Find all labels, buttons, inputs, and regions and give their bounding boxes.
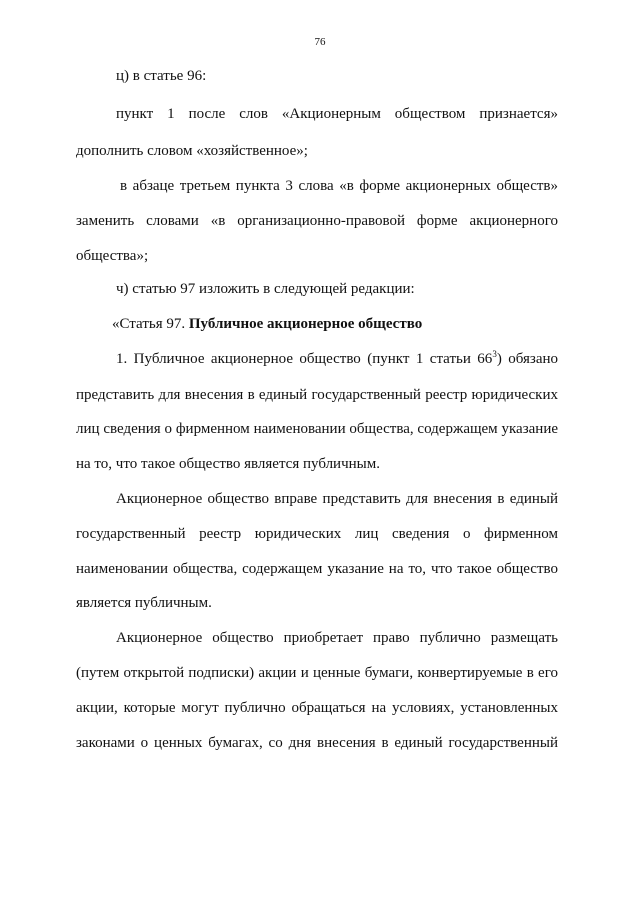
text-line: лиц сведения о фирменном наименовании общества, содержащем указание xyxy=(76,421,558,437)
text-line: пункт 1 после слов «Акционерным обществом признается» xyxy=(116,106,558,122)
superscript: 3 xyxy=(492,349,497,359)
text-line: заменить словами «в организационно-правовой форме акционерного xyxy=(76,213,558,229)
text-line: общества»; xyxy=(76,248,149,264)
text-line: законами о ценных бумагах, со дня внесения в единый государственный xyxy=(76,735,558,751)
text-line: дополнить словом «хозяйственное»; xyxy=(76,143,308,159)
page-number: 76 xyxy=(314,36,326,48)
article-heading xyxy=(76,314,558,334)
text-line: государственный реестр юридических лиц сведения о фирменном xyxy=(76,526,558,542)
text-line: представить для внесения в единый государственный реестр юридических xyxy=(76,387,558,403)
text-line: на то, что такое общество является публичным. xyxy=(76,456,380,472)
text-line: наименовании общества, содержащем указание на то, что такое общество xyxy=(76,561,558,577)
text-line: Акционерное общество вправе представить для внесения в единый xyxy=(116,491,558,507)
text-line: (путем открытой подписки) акции и ценные бумаги, конвертируемые в его xyxy=(76,665,558,681)
article-title: Публичное акционерное общество xyxy=(188,316,423,332)
text-line: Акционерное общество приобретает право публично размещать xyxy=(116,630,558,646)
text-fragment: ) обязано xyxy=(496,351,559,367)
text-line: ч) статью 97 изложить в следующей редакции: xyxy=(116,281,415,297)
text-line: в абзаце третьем пункта 3 слова «в форме акционерных обществ» xyxy=(120,178,558,194)
text-line: акции, которые могут публично обращаться на условиях, установленных xyxy=(76,700,558,716)
text-line xyxy=(76,349,558,369)
article-number: «Статья 97. xyxy=(112,316,189,332)
text-line: является публичным. xyxy=(76,595,212,611)
text-line: ц) в статье 96: xyxy=(116,68,207,84)
text-fragment: 1. Публичное акционерное общество (пункт 1 статьи 66 xyxy=(116,351,493,367)
